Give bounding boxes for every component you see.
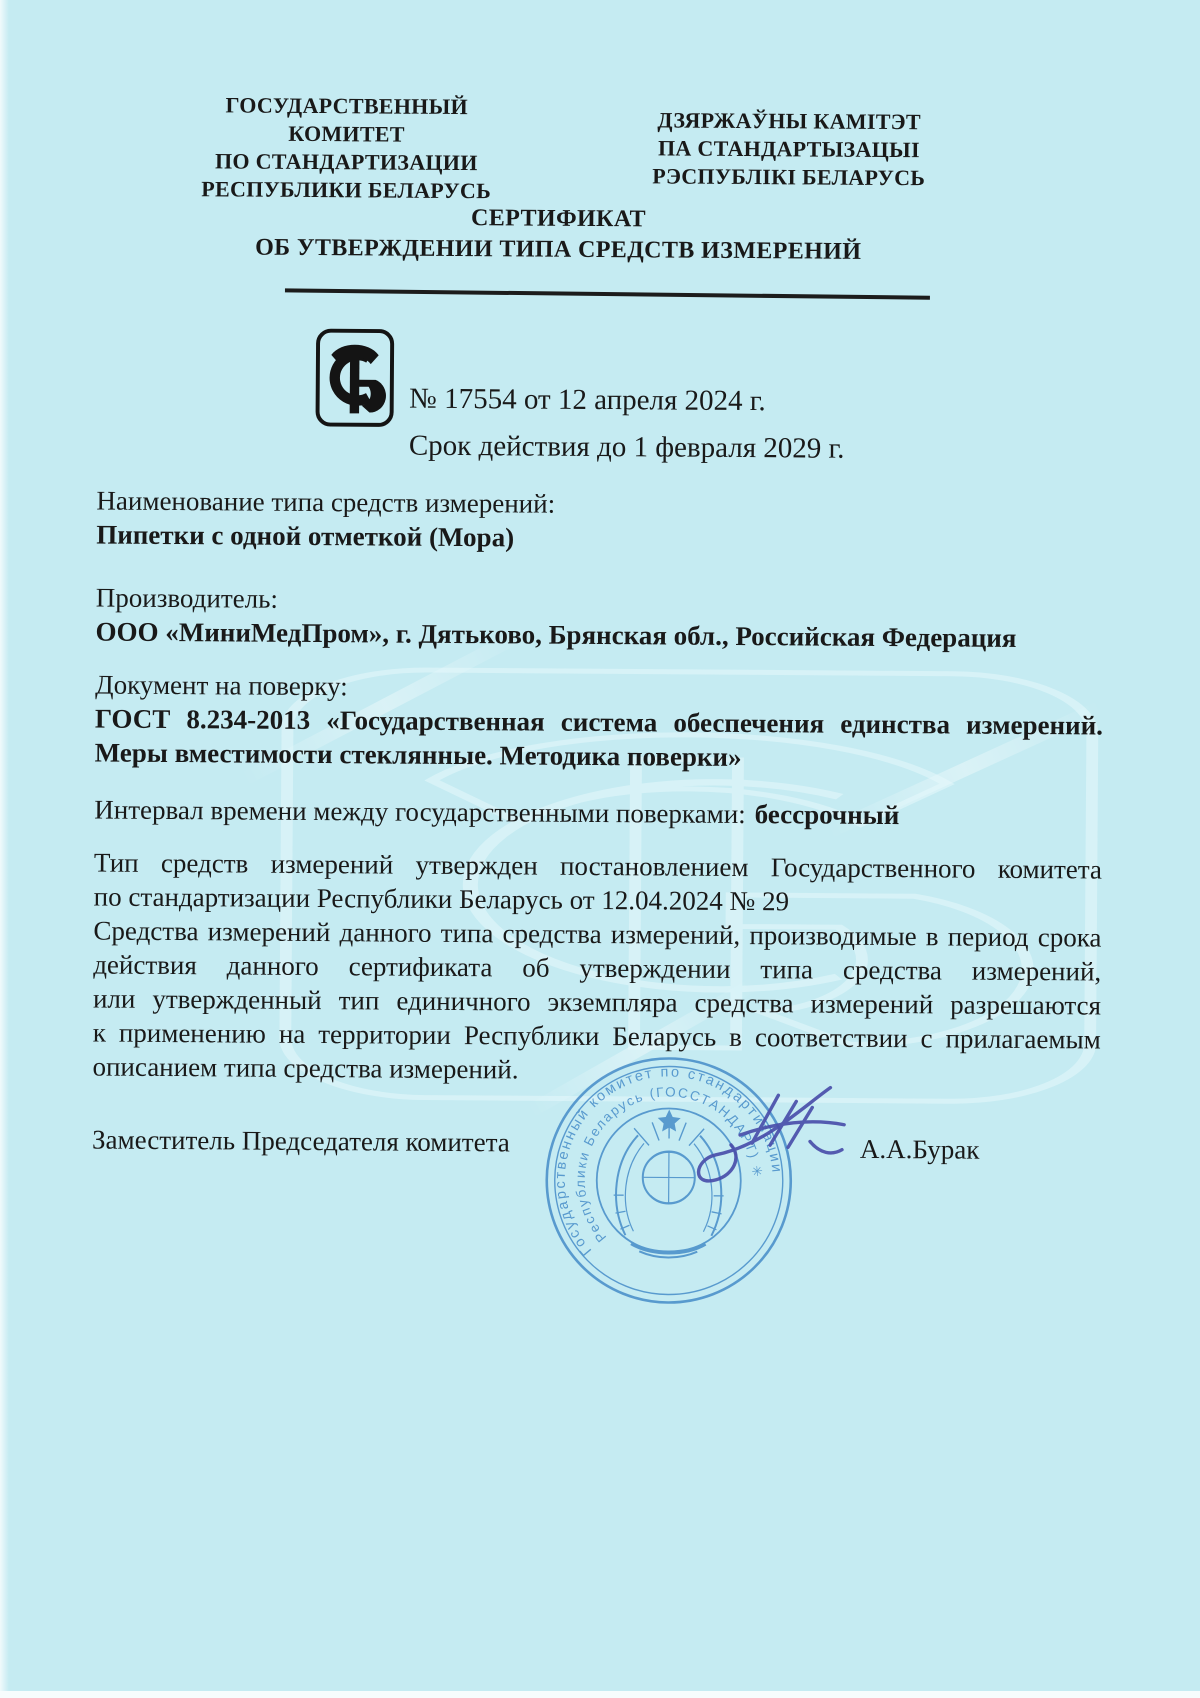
paragraph-line: Средства измерений данного типа средства измерений, производимые в период срока [93,915,1102,953]
stb-gosstandart-logo-icon [314,328,396,428]
header-line: ДЗЯРЖАЎНЫ КАМІТЭТ [657,107,922,135]
title-line-2: ОБ УТВЕРЖДЕНИИ ТИПА СРЕДСТВ ИЗМЕРЕНИЙ [255,234,862,265]
document-title [98,201,1018,269]
scan-edge-bottom [0,1691,1200,1698]
certificate-number: № 17554 от 12 апреля 2024 г. [409,382,766,418]
paragraph-line: к применению на территории Республики Беларусь в соответствии с прилагаемым [92,1017,1101,1055]
paragraph-line: Тип средств измерений утвержден постановлением Государственного комитета [93,847,1103,885]
stamp-inner-text: Республики Беларусь (ГОССТАНДАРТ) ✳ [572,1084,765,1246]
certificate-meta [409,376,1050,474]
field-interval [94,792,1102,833]
paragraph-line: действия данного сертификата об утверждении типа средства измерений, [93,949,1102,987]
header-belarusian [634,106,945,192]
verification-doc-label: Документ на поверку: [95,669,348,702]
manufacturer-value: ООО «МиниМедПром», г. Дятьково, Брянская обл., Российская Федерация [95,616,1017,653]
header-russian [174,91,520,205]
field-verification-doc [95,667,1104,776]
header-line: ПА СТАНДАРТЫЗАЦЫІ [657,135,920,163]
field-manufacturer [95,580,1103,655]
paragraph-line: или утвержденный тип единичного экземпляра средства измерений разрешаются [92,983,1102,1021]
interval-value: бессрочный [754,799,900,831]
interval-label: Интервал времени между государственными поверками: [94,794,746,830]
paragraph-line: по стандартизации Республики Беларусь от 12.04.2024 № 29 [93,881,790,917]
header-line: РЕСПУБЛИКИ БЕЛАРУСЬ [201,176,492,204]
name-label: Наименование типа средств измерений: [96,485,556,519]
stamp-outer-text: Государственный комитет по стандартизации [552,1064,785,1259]
signer-position-label: Заместитель Председателя комитета [91,1124,510,1158]
field-name [96,483,1104,558]
verification-doc-line: ГОСТ 8.234-2013 «Государственная система обеспечения единства измерений. [94,703,1104,741]
title-line-1: СЕРТИФИКАТ [470,205,646,233]
name-value: Пипетки с одной отметкой (Мора) [96,519,515,553]
signer-name: А.А.Бурак [859,1133,980,1165]
approval-paragraph [94,845,1102,920]
header-line: РЭСПУБЛІКІ БЕЛАРУСЬ [652,163,926,191]
certificate-validity: Срок действия до 1 февраля 2029 г. [408,429,845,465]
header-line: ГОСУДАРСТВЕННЫЙ КОМИТЕТ [225,92,469,147]
title-divider-rule [285,288,930,299]
handwritten-signature [680,1079,896,1210]
paragraph-line: описанием типа средства измерений. [92,1051,519,1085]
header-line: ПО СТАНДАРТИЗАЦИИ [214,148,478,176]
verification-doc-line: Меры вместимости стеклянные. Методика поверки» [94,737,742,773]
manufacturer-label: Производитель: [95,582,279,614]
